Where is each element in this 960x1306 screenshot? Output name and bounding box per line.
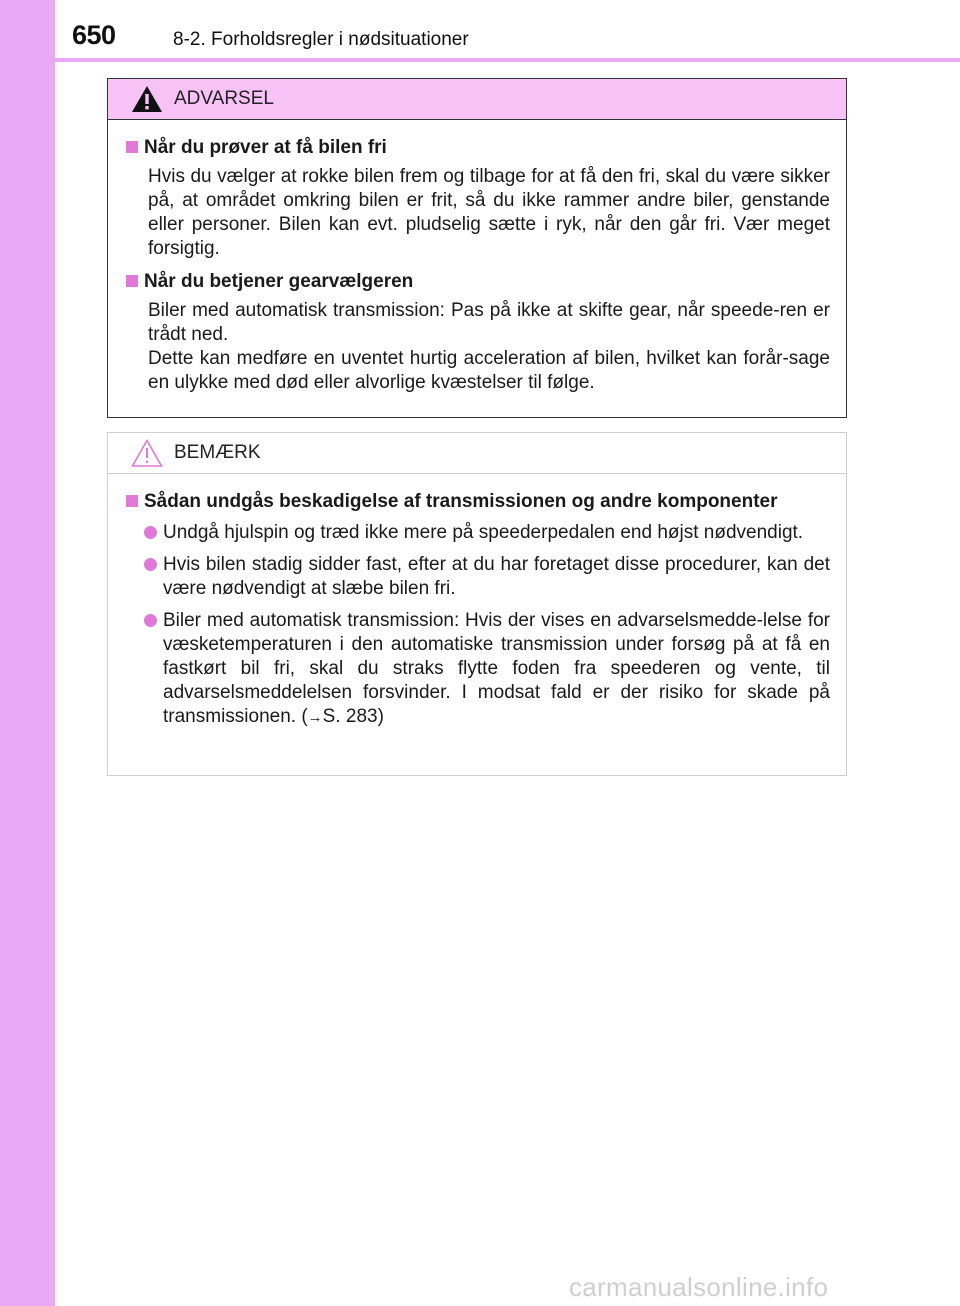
square-bullet-icon [126,275,138,287]
notice-bullet-text: Hvis bilen stadig sidder fast, efter at du har foretaget disse procedurer, kan det være nødvendigt at slæbe bilen fri. [163,554,830,599]
watermark: carmanualsonline.info [569,1272,829,1302]
notice-bullet [144,553,830,601]
notice-box-title: BEMÆRK [174,442,261,463]
header-band-tab [0,0,55,62]
warning-item-paragraph: Hvis du vælger at rokke bilen frem og tilbage for at få den fri, skal du være sikker på, at området omkring bilen er frit, så du ikke rammer andre biler, genstande eller personer. Bilen kan evt. pludselig sætte i ryk, når den går fri. Vær meget forsigtig. [148,166,830,259]
notice-box-header [108,433,846,474]
notice-heading-text: Sådan undgås beskadigelse af transmissionen og andre komponenter [144,491,778,512]
notice-bullet-text: Biler med automatisk transmission: Hvis der vises en advarselsmedde-lelse for væsketemperaturen i den automatiske transmission under forsøg på at få en fastkørt bil fri, skal du straks flytte foden fra speederen og vente, til advarselsmeddelelsen forsvinder. I modsat fald er der risiko for skade på transmissionen. ( [163,610,830,727]
caution-triangle-outline-icon [130,438,164,468]
warning-box [107,78,847,418]
header-rule [55,58,960,62]
square-bullet-icon [126,495,138,507]
warning-item-heading-text: Når du prøver at få bilen fri [144,137,387,158]
warning-item-heading [126,270,830,293]
round-bullet-icon [144,614,157,627]
notice-box [107,432,847,776]
warning-item-paragraph: Dette kan medføre en uventet hurtig acceleration af bilen, hvilket kan forår-sage en ulykke med død eller alvorlige kvæstelser til følge. [148,348,830,393]
warning-box-title: ADVARSEL [174,88,274,109]
arrow-right-icon: → [307,709,323,726]
notice-heading [126,490,830,513]
warning-item-heading [126,136,830,159]
header-band [0,0,960,62]
round-bullet-icon [144,558,157,571]
warning-triangle-icon [130,84,164,114]
section-title: 8-2. Forholdsregler i nødsituationer [173,29,469,50]
page-reference-link[interactable]: S. 283) [322,706,384,727]
warning-box-header [108,79,846,120]
page-number: 650 [72,20,116,50]
warning-box-body [108,120,846,395]
notice-bullet-text-with-ref [163,609,830,730]
warning-item-heading-text: Når du betjener gearvælgeren [144,271,414,292]
side-color-band [0,0,55,1306]
warning-item-paragraph: Biler med automatisk transmission: Pas på ikke at skifte gear, når speede-ren er trådt ned. [148,300,830,345]
round-bullet-icon [144,526,157,539]
square-bullet-icon [126,141,138,153]
notice-bullet [144,609,830,730]
notice-bullet [144,521,830,545]
notice-box-body [108,474,846,730]
notice-bullet-text: Undgå hjulspin og træd ikke mere på speederpedalen end højst nødvendigt. [163,522,804,543]
